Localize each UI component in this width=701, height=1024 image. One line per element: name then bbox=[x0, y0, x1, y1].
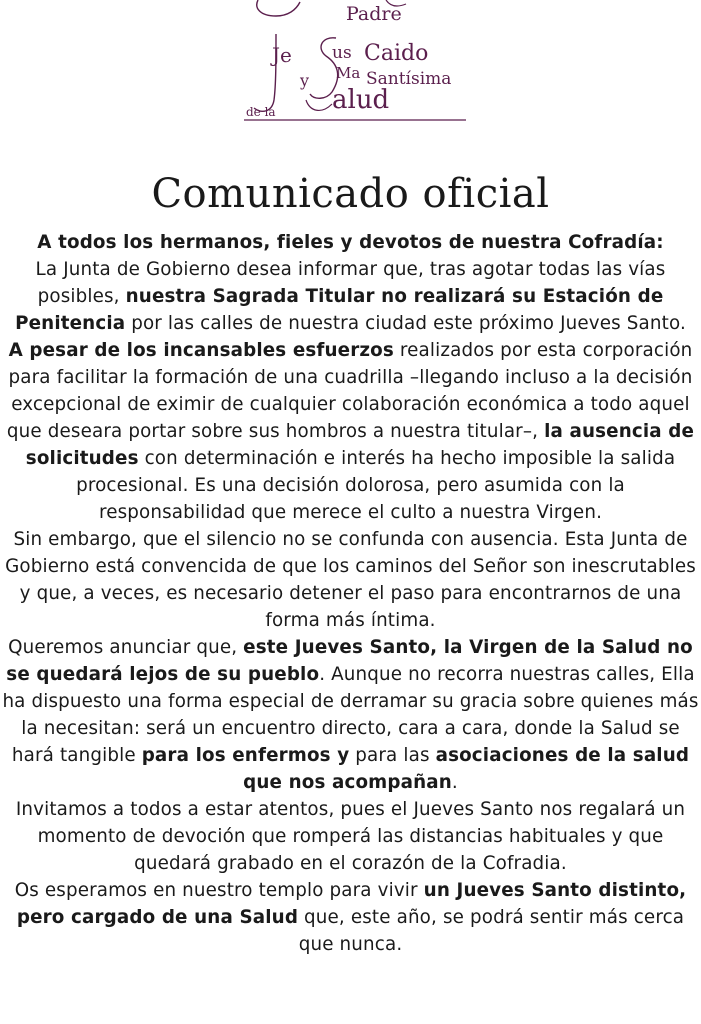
paragraph-announcement bbox=[0, 256, 701, 337]
logo-line2-ma: Ma bbox=[336, 64, 361, 82]
text-span: Os esperamos en nuestro templo para vivir bbox=[14, 880, 424, 901]
logo-top-word: Padre bbox=[346, 3, 402, 25]
text-span: realizados por esta corporación para facilitar la formación de una cuadrilla –llegando incluso a la decisión excepcional de eximir de cualquier colaboración económica a todo aquel que deseara portar sobre sus hombros a nuestra titular–, bbox=[6, 340, 693, 442]
bold-text: este Jueves Santo, la Virgen de la Salud no se quedará lejos de su pueblo bbox=[6, 637, 693, 685]
bold-text: A pesar de los incansables esfuerzos bbox=[8, 340, 394, 361]
text-span: para las bbox=[349, 745, 436, 766]
text-span: . Aunque no recorra nuestras calles, Ella ha dispuesto una forma especial de derramar su gracia sobre quienes más la necesitan: será un encuentro directo, cara a cara, donde la Salud se hará tangible bbox=[2, 664, 699, 766]
bold-text: A todos los hermanos, fieles y devotos de nuestra Cofradía: bbox=[37, 232, 664, 253]
text-span: Queremos anunciar que, bbox=[8, 637, 244, 658]
paragraph-closing bbox=[0, 877, 701, 958]
logo-large-s-bottom bbox=[306, 100, 332, 110]
bold-text: nuestra Sagrada Titular no realizará su Estación de Penitencia bbox=[15, 286, 664, 334]
logo-top-flourish bbox=[257, 0, 300, 16]
paragraph-silence bbox=[0, 526, 701, 634]
logo-line1-caido: Caido bbox=[364, 41, 429, 66]
logo-line3-dela: de la bbox=[246, 105, 276, 119]
bold-text: asociaciones de la salud que nos acompañan bbox=[243, 745, 690, 793]
text-span: con determinación e interés ha hecho imposible la salida procesional. Es una decisión dolorosa, pero asumida con la responsabilidad que merece el culto a nuestra Virgen. bbox=[76, 448, 676, 523]
bold-text: la ausencia de solicitudes bbox=[25, 421, 695, 469]
paragraph-invitation bbox=[0, 796, 701, 877]
text-span: . bbox=[451, 772, 458, 793]
text-span: Invitamos a todos a estar atentos, pues el Jueves Santo nos regalará un momento de devoción que romperá las distancias habituales y que quedará grabado en el corazón de la Cofradia. bbox=[15, 799, 686, 874]
text-span: Sin embargo, que el silencio no se confunda con ausencia. Esta Junta de Gobierno está convencida de que los caminos del Señor son inescrutables y que, a veces, es necesario detener el paso para encontrarnos de una forma más íntima. bbox=[5, 529, 696, 631]
logo-line3-alud: alud bbox=[332, 85, 390, 115]
logo-line1-je: Je bbox=[272, 43, 292, 67]
paragraph-encounter bbox=[0, 634, 701, 796]
logo-line2-santisima: Santísima bbox=[366, 69, 452, 89]
bold-text: un Jueves Santo distinto, pero cargado de una Salud bbox=[16, 880, 687, 928]
brotherhood-logo bbox=[236, 0, 476, 125]
text-span: por las calles de nuestra ciudad este próximo Jueves Santo. bbox=[125, 313, 686, 334]
paragraph-efforts bbox=[0, 337, 701, 526]
bold-text: para los enfermos y bbox=[141, 745, 350, 766]
text-span: que, este año, se podrá sentir más cerca que nunca. bbox=[298, 907, 685, 955]
page-title: Comunicado oficial bbox=[151, 171, 550, 217]
statement-body bbox=[0, 229, 701, 958]
paragraph-greeting bbox=[0, 229, 701, 256]
logo-line2-y: y bbox=[300, 71, 310, 90]
logo-line1-us: us bbox=[332, 43, 352, 63]
text-span: La Junta de Gobierno desea informar que, tras agotar todas las vías posibles, bbox=[35, 259, 666, 307]
